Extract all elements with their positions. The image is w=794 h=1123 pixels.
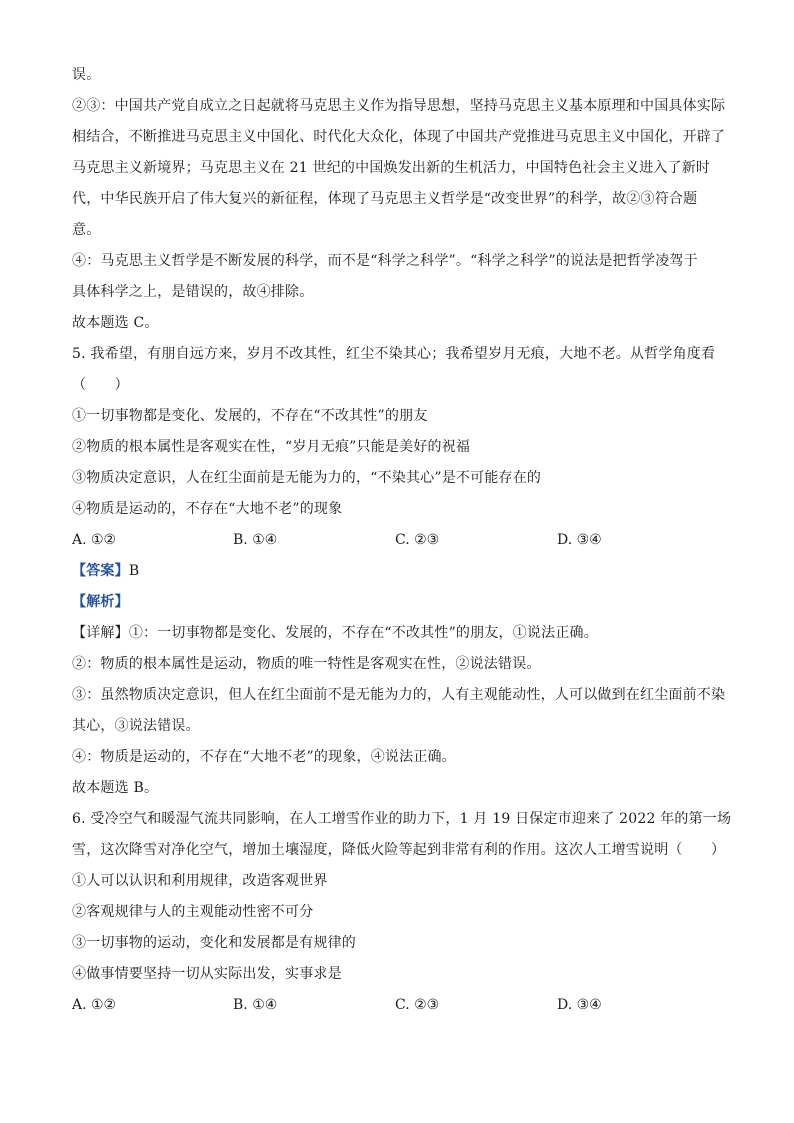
text-line: 代，中华民族开启了伟大复兴的新征程，体现了马克思主义哲学是“改变世界”的科学，故②③符合题 — [72, 191, 698, 207]
option-b: B. ①④ — [233, 532, 278, 548]
text-line: 具体科学之上，是错误的，故④排除。 — [72, 284, 314, 300]
question-5-bracket: （ ） — [72, 377, 129, 393]
answer-value: B — [128, 563, 140, 579]
option-d: D. ③④ — [557, 532, 602, 548]
answer-conclusion: 故本题选 B。 — [72, 780, 159, 796]
text-line: ④：马克思主义哲学是不断发展的科学，而不是“科学之科学”。“科学之科学”的说法是把哲学凌驾于 — [72, 253, 698, 269]
option-b: B. ①④ — [233, 997, 278, 1013]
text-line: 相结合，不断推进马克思主义中国化、时代化大众化，体现了中国共产党推进马克思主义中国化，开辟了 — [72, 129, 726, 145]
question-5-statement: ③物质决定意识，人在红尘面前是无能为力的，“不染其心”是不可能存在的 — [72, 470, 542, 486]
option-a: A. ①② — [72, 997, 117, 1013]
question-6-stem: 6. 受冷空气和暖湿气流共同影响，在人工增雪作业的助力下，1 月 19 日保定市迎来了 2022 年的第一场 — [72, 811, 732, 827]
option-c: C. ②③ — [395, 997, 440, 1013]
text-line: 意。 — [72, 222, 101, 238]
text-line: 马克思主义新境界；马克思主义在 21 世纪的中国焕发出新的生机活力，中国特色社会主义进入了新时 — [72, 160, 711, 176]
question-5-stem: 5. 我希望，有朋自远方来，岁月不改其性，红尘不染其心；我希望岁月无痕，大地不老。从哲学角度看 — [72, 346, 716, 362]
text-line: 其心，③说法错误。 — [72, 718, 200, 734]
text-line: 误。 — [72, 67, 101, 83]
option-a: A. ①② — [72, 532, 117, 548]
question-6-stem-cont: 雪，这次降雪对净化空气，增加土壤湿度，降低火险等起到非常有利的作用。这次人工增雪说明（ ） — [72, 842, 726, 858]
analysis-tag: 【解析】 — [72, 594, 129, 610]
question-5-statement: ④物质是运动的，不存在“大地不老”的现象 — [72, 501, 343, 517]
detail-line — [72, 624, 724, 642]
question-5-statement: ①一切事物都是变化、发展的，不存在“不改其性”的朋友 — [72, 408, 428, 424]
text-line: ④：物质是运动的，不存在“大地不老”的现象，④说法正确。 — [72, 749, 456, 765]
question-5-statement: ②物质的根本属性是客观实在性，“岁月无痕”只能是美好的祝福 — [72, 439, 471, 455]
detail-tag: 【详解】 — [72, 625, 129, 641]
answer-line — [72, 562, 724, 580]
text-line: ②：物质的根本属性是运动，物质的唯一特性是客观实在性，②说法错误。 — [72, 656, 541, 672]
text-line: ②③：中国共产党自成立之日起就将马克思主义作为指导思想，坚持马克思主义基本原理和中国具体实际 — [72, 98, 726, 114]
question-6-statement: ④做事情要坚持一切从实际出发，实事求是 — [72, 966, 342, 982]
detail-text: ①：一切事物都是变化、发展的，不存在“不改其性”的朋友，①说法正确。 — [128, 625, 598, 641]
text-line: ③：虽然物质决定意识，但人在红尘面前不是无能为力的，人有主观能动性，人可以做到在红尘面前不染 — [72, 687, 726, 703]
analysis-line — [72, 593, 724, 611]
question-6-statement: ③一切事物的运动，变化和发展都是有规律的 — [72, 935, 356, 951]
option-c: C. ②③ — [395, 532, 440, 548]
question-6-statement: ②客观规律与人的主观能动性密不可分 — [72, 904, 314, 920]
option-d: D. ③④ — [557, 997, 602, 1013]
answer-tag: 【答案】 — [72, 563, 129, 579]
question-6-statement: ①人可以认识和利用规律，改造客观世界 — [72, 873, 328, 889]
answer-conclusion: 故本题选 C。 — [72, 315, 159, 331]
